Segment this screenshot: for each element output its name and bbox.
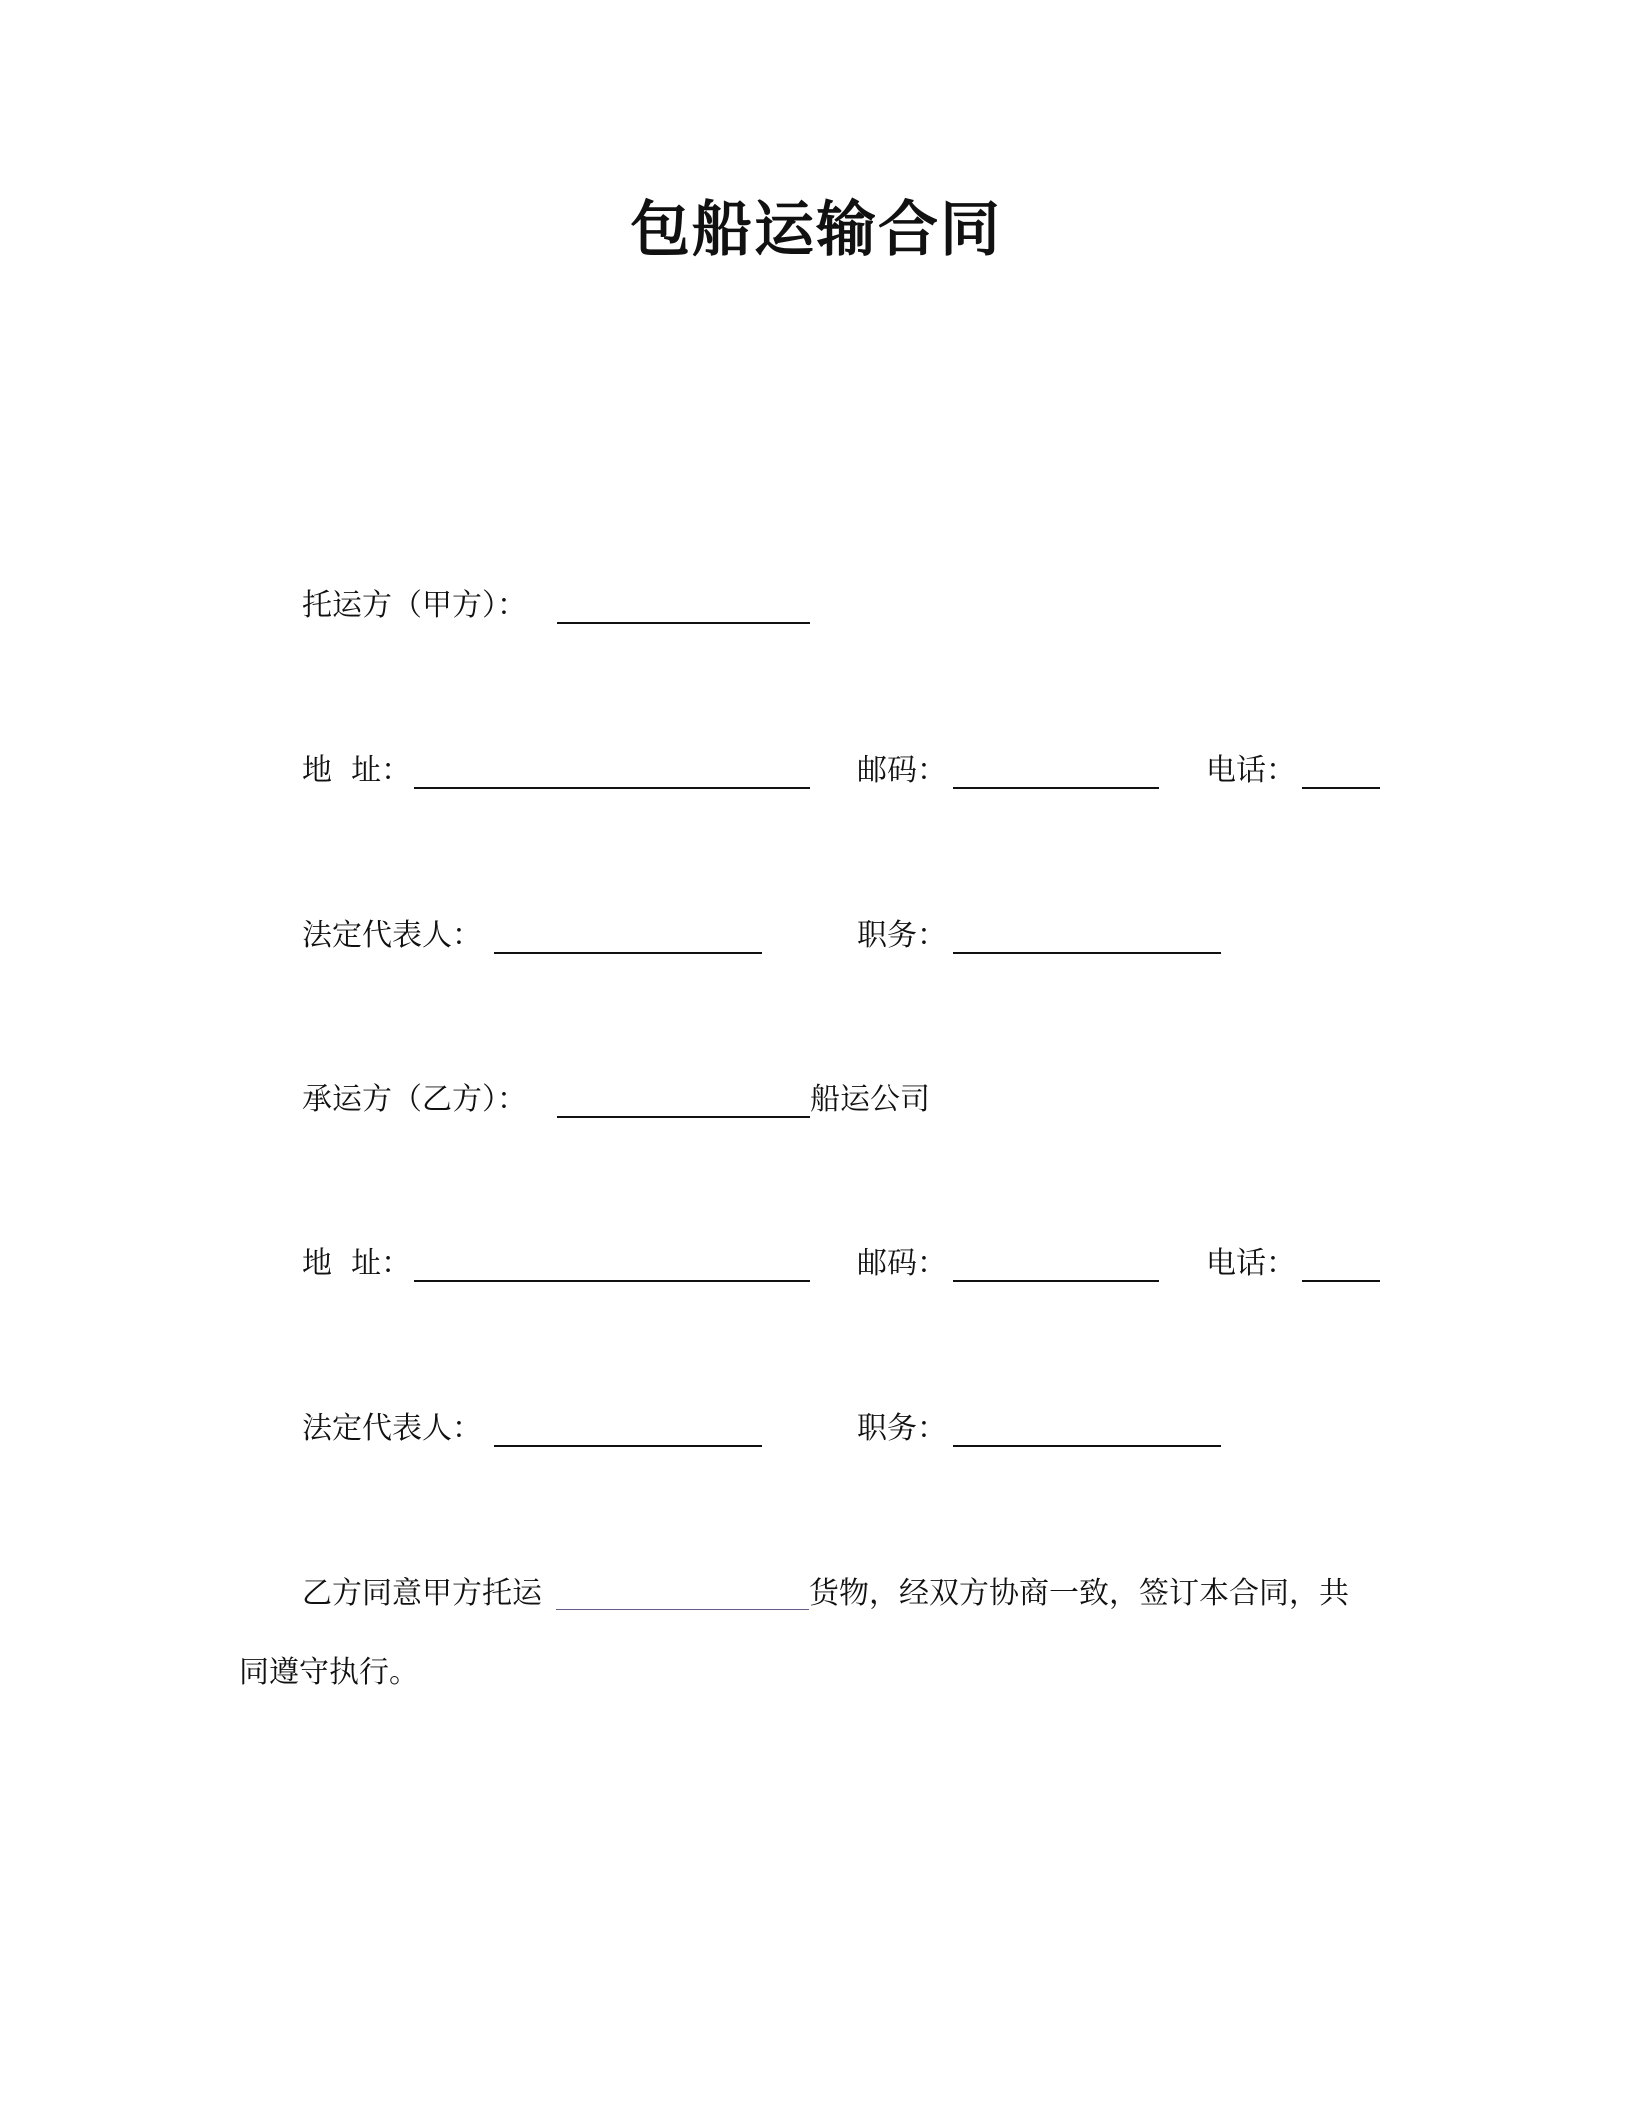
party-b-label: 承运方（乙方）： <box>302 1082 527 1117</box>
party-a-position-label: 职务： <box>857 918 947 953</box>
party-b-address-label: 地 址： <box>302 1246 412 1281</box>
party-a-phone-label: 电话： <box>1206 753 1296 788</box>
party-b-suffix: 船运公司 <box>810 1082 930 1117</box>
party-a-address-field[interactable] <box>414 787 810 789</box>
agreement-text-continued: 货物，经双方协商一致，签订本合同，共 <box>809 1576 1349 1611</box>
contract-title: 包船运输合同 <box>630 195 1002 265</box>
party-a-rep-label: 法定代表人： <box>302 918 482 953</box>
party-b-phone-field[interactable] <box>1302 1280 1380 1282</box>
party-b-rep-label: 法定代表人： <box>302 1411 482 1446</box>
party-b-position-field[interactable] <box>953 1445 1221 1447</box>
party-b-postcode-field[interactable] <box>953 1280 1159 1282</box>
goods-name-field[interactable] <box>556 1609 809 1610</box>
party-a-address-label: 地 址： <box>302 753 412 788</box>
party-b-position-label: 职务： <box>857 1411 947 1446</box>
agreement-text-start: 乙方同意甲方托运 <box>302 1576 542 1611</box>
party-a-postcode-field[interactable] <box>953 787 1159 789</box>
party-b-postcode-label: 邮码： <box>857 1246 947 1281</box>
party-b-address-field[interactable] <box>414 1280 810 1282</box>
party-b-phone-label: 电话： <box>1206 1246 1296 1281</box>
party-a-phone-field[interactable] <box>1302 787 1380 789</box>
party-b-rep-field[interactable] <box>494 1445 762 1447</box>
party-a-name-field[interactable] <box>557 622 810 624</box>
party-b-name-field[interactable] <box>557 1116 810 1118</box>
party-a-label: 托运方（甲方）： <box>302 588 527 623</box>
agreement-text-end: 同遵守执行。 <box>239 1655 419 1690</box>
party-a-rep-field[interactable] <box>494 952 762 954</box>
party-a-postcode-label: 邮码： <box>857 753 947 788</box>
party-a-position-field[interactable] <box>953 952 1221 954</box>
